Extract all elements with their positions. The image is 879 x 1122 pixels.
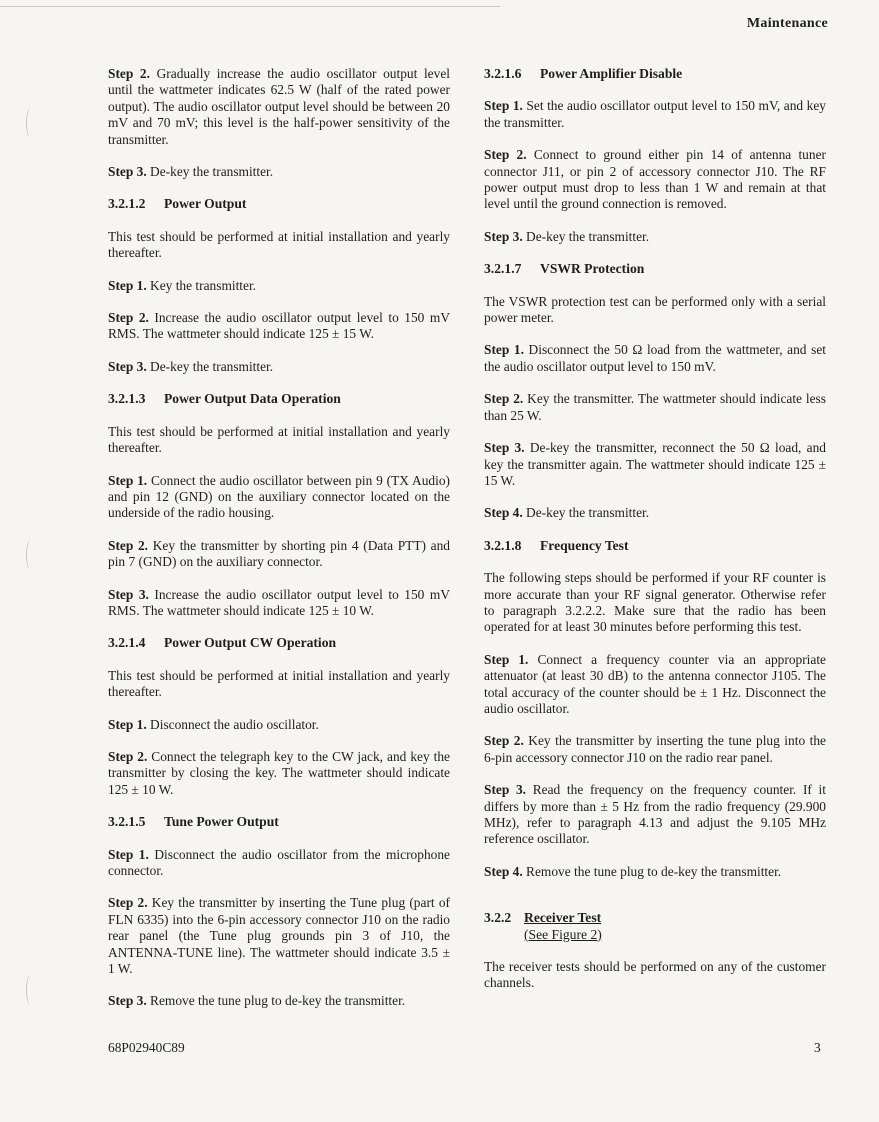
body-paragraph: This test should be performed at initial installation and yearly thereafter. [108, 423, 450, 456]
section-heading: 3.2.1.8 Frequency Test [484, 537, 629, 553]
section-heading: 3.2.1.3 Power Output Data Operation [108, 391, 341, 407]
scan-mark [26, 975, 35, 1005]
step-paragraph: Step 3. De-key the transmitter. [108, 358, 274, 374]
step-paragraph: Step 1. Set the audio oscillator output level to 150 mV, and key the transmitter. [484, 98, 826, 130]
page-number: 3 [814, 1040, 821, 1055]
step-paragraph: Step 1. Disconnect the 50 Ω load from the wattmeter, and set the audio oscillator output level to 150 mV. [484, 342, 826, 374]
step-paragraph: Step 3. De-key the transmitter. [484, 228, 650, 244]
section-heading: 3.2.1.5 Tune Power Output [108, 814, 279, 830]
step-paragraph: Step 2. Gradually increase the audio oscillator output level until the wattmeter indicates 62.5 W (half of the rated power output). The audio oscillator output level should be between 20 mV and 70 mV; this level is the half-power sensitivity of the transmitter. [108, 66, 450, 147]
step-paragraph: Step 1. Connect a frequency counter via an appropriate attenuator (at least 30 dB) to the antenna connector J105. The total accuracy of the counter should be ± 1 Hz. Disconnect the audio oscillator. [484, 651, 826, 716]
step-paragraph: Step 3. Increase the audio oscillator output level to 150 mV RMS. The wattmeter should indicate 125 ± 10 W. [108, 586, 450, 618]
scan-mark [26, 540, 35, 570]
section-header: Maintenance [746, 16, 828, 31]
step-paragraph: Step 2. Key the transmitter. The wattmeter should indicate less than 25 W. [484, 391, 826, 423]
top-rule [0, 6, 500, 7]
step-paragraph: Step 2. Key the transmitter by inserting the tune plug into the 6-pin accessory connector J10 on the radio rear panel. [484, 733, 826, 765]
step-paragraph: Step 4. Remove the tune plug to de-key the transmitter. [484, 863, 782, 879]
step-paragraph: Step 1. Key the transmitter. [108, 277, 257, 293]
step-paragraph: Step 3. Read the frequency on the frequency counter. If it differs by more than ± 5 Hz from the radio frequency (29.900 MHz), refer to paragraph 4.13 and adjust the 9.105 MHz reference oscillator. [484, 782, 826, 847]
step-paragraph: Step 4. De-key the transmitter. [484, 505, 650, 521]
receiver-test-heading: 3.2.2 Receiver Test (See Figure 2) [484, 910, 602, 942]
right-column [484, 66, 826, 1008]
scan-mark [26, 108, 35, 138]
step-paragraph: Step 2. Connect the telegraph key to the CW jack, and key the transmitter by closing the key. The wattmeter should indicate 125 ± 10 W. [108, 748, 450, 797]
body-paragraph: The receiver tests should be performed on any of the customer channels. [484, 959, 826, 991]
step-paragraph: Step 2. Connect to ground either pin 14 of antenna tuner connector J11, or pin 2 of accessory connector J10. The RF power output must drop to less than 1 W and remain at that level until the ground connection is removed. [484, 147, 826, 212]
figure-reference: (See Figure 2) [524, 926, 602, 942]
body-paragraph: This test should be performed at initial installation and yearly thereafter. [108, 228, 450, 261]
section-heading: 3.2.1.4 Power Output CW Operation [108, 635, 337, 651]
document-number: 68P02940C89 [108, 1040, 185, 1055]
body-paragraph: This test should be performed at initial installation and yearly thereafter. [108, 667, 450, 700]
section-heading: 3.2.1.2 Power Output [108, 196, 247, 212]
left-column [108, 66, 450, 1026]
step-paragraph: Step 2. Increase the audio oscillator output level to 150 mV RMS. The wattmeter should indicate 125 ± 15 W. [108, 310, 450, 342]
section-heading: 3.2.1.6 Power Amplifier Disable [484, 66, 683, 81]
step-paragraph: Step 1. Connect the audio oscillator between pin 9 (TX Audio) and pin 12 (GND) on the auxiliary connector located on the underside of the radio housing. [108, 472, 450, 521]
step-paragraph: Step 3. De-key the transmitter. [108, 164, 274, 180]
section-heading: 3.2.1.7 VSWR Protection [484, 261, 645, 277]
step-paragraph: Step 1. Disconnect the audio oscillator from the microphone connector. [108, 846, 450, 878]
body-paragraph: The following steps should be performed if your RF counter is more accurate than your RF signal generator. Otherwise refer to paragraph 3.2.2.2. Make sure that the radio has been operated for at least 30 minutes before performing this test. [484, 570, 826, 635]
step-paragraph: Step 2. Key the transmitter by inserting the Tune plug (part of FLN 6335) into the 6-pin accessory connector J10 on the radio rear panel (the Tune plug grounds pin 3 of J10, the ANTENNA-TUNE line). The wattmeter should indicate 3.5 ± 1 W. [108, 895, 450, 977]
step-paragraph: Step 2. Key the transmitter by shorting pin 4 (Data PTT) and pin 7 (GND) on the auxiliary connector. [108, 537, 450, 570]
step-paragraph: Step 1. Disconnect the audio oscillator. [108, 716, 319, 732]
body-paragraph: The VSWR protection test can be performed only with a serial power meter. [484, 293, 826, 326]
step-paragraph: Step 3. Remove the tune plug to de-key the transmitter. [108, 993, 406, 1009]
step-paragraph: Step 3. De-key the transmitter, reconnect the 50 Ω load, and key the transmitter again. The wattmeter should indicate 125 ± 15 W. [484, 440, 826, 488]
